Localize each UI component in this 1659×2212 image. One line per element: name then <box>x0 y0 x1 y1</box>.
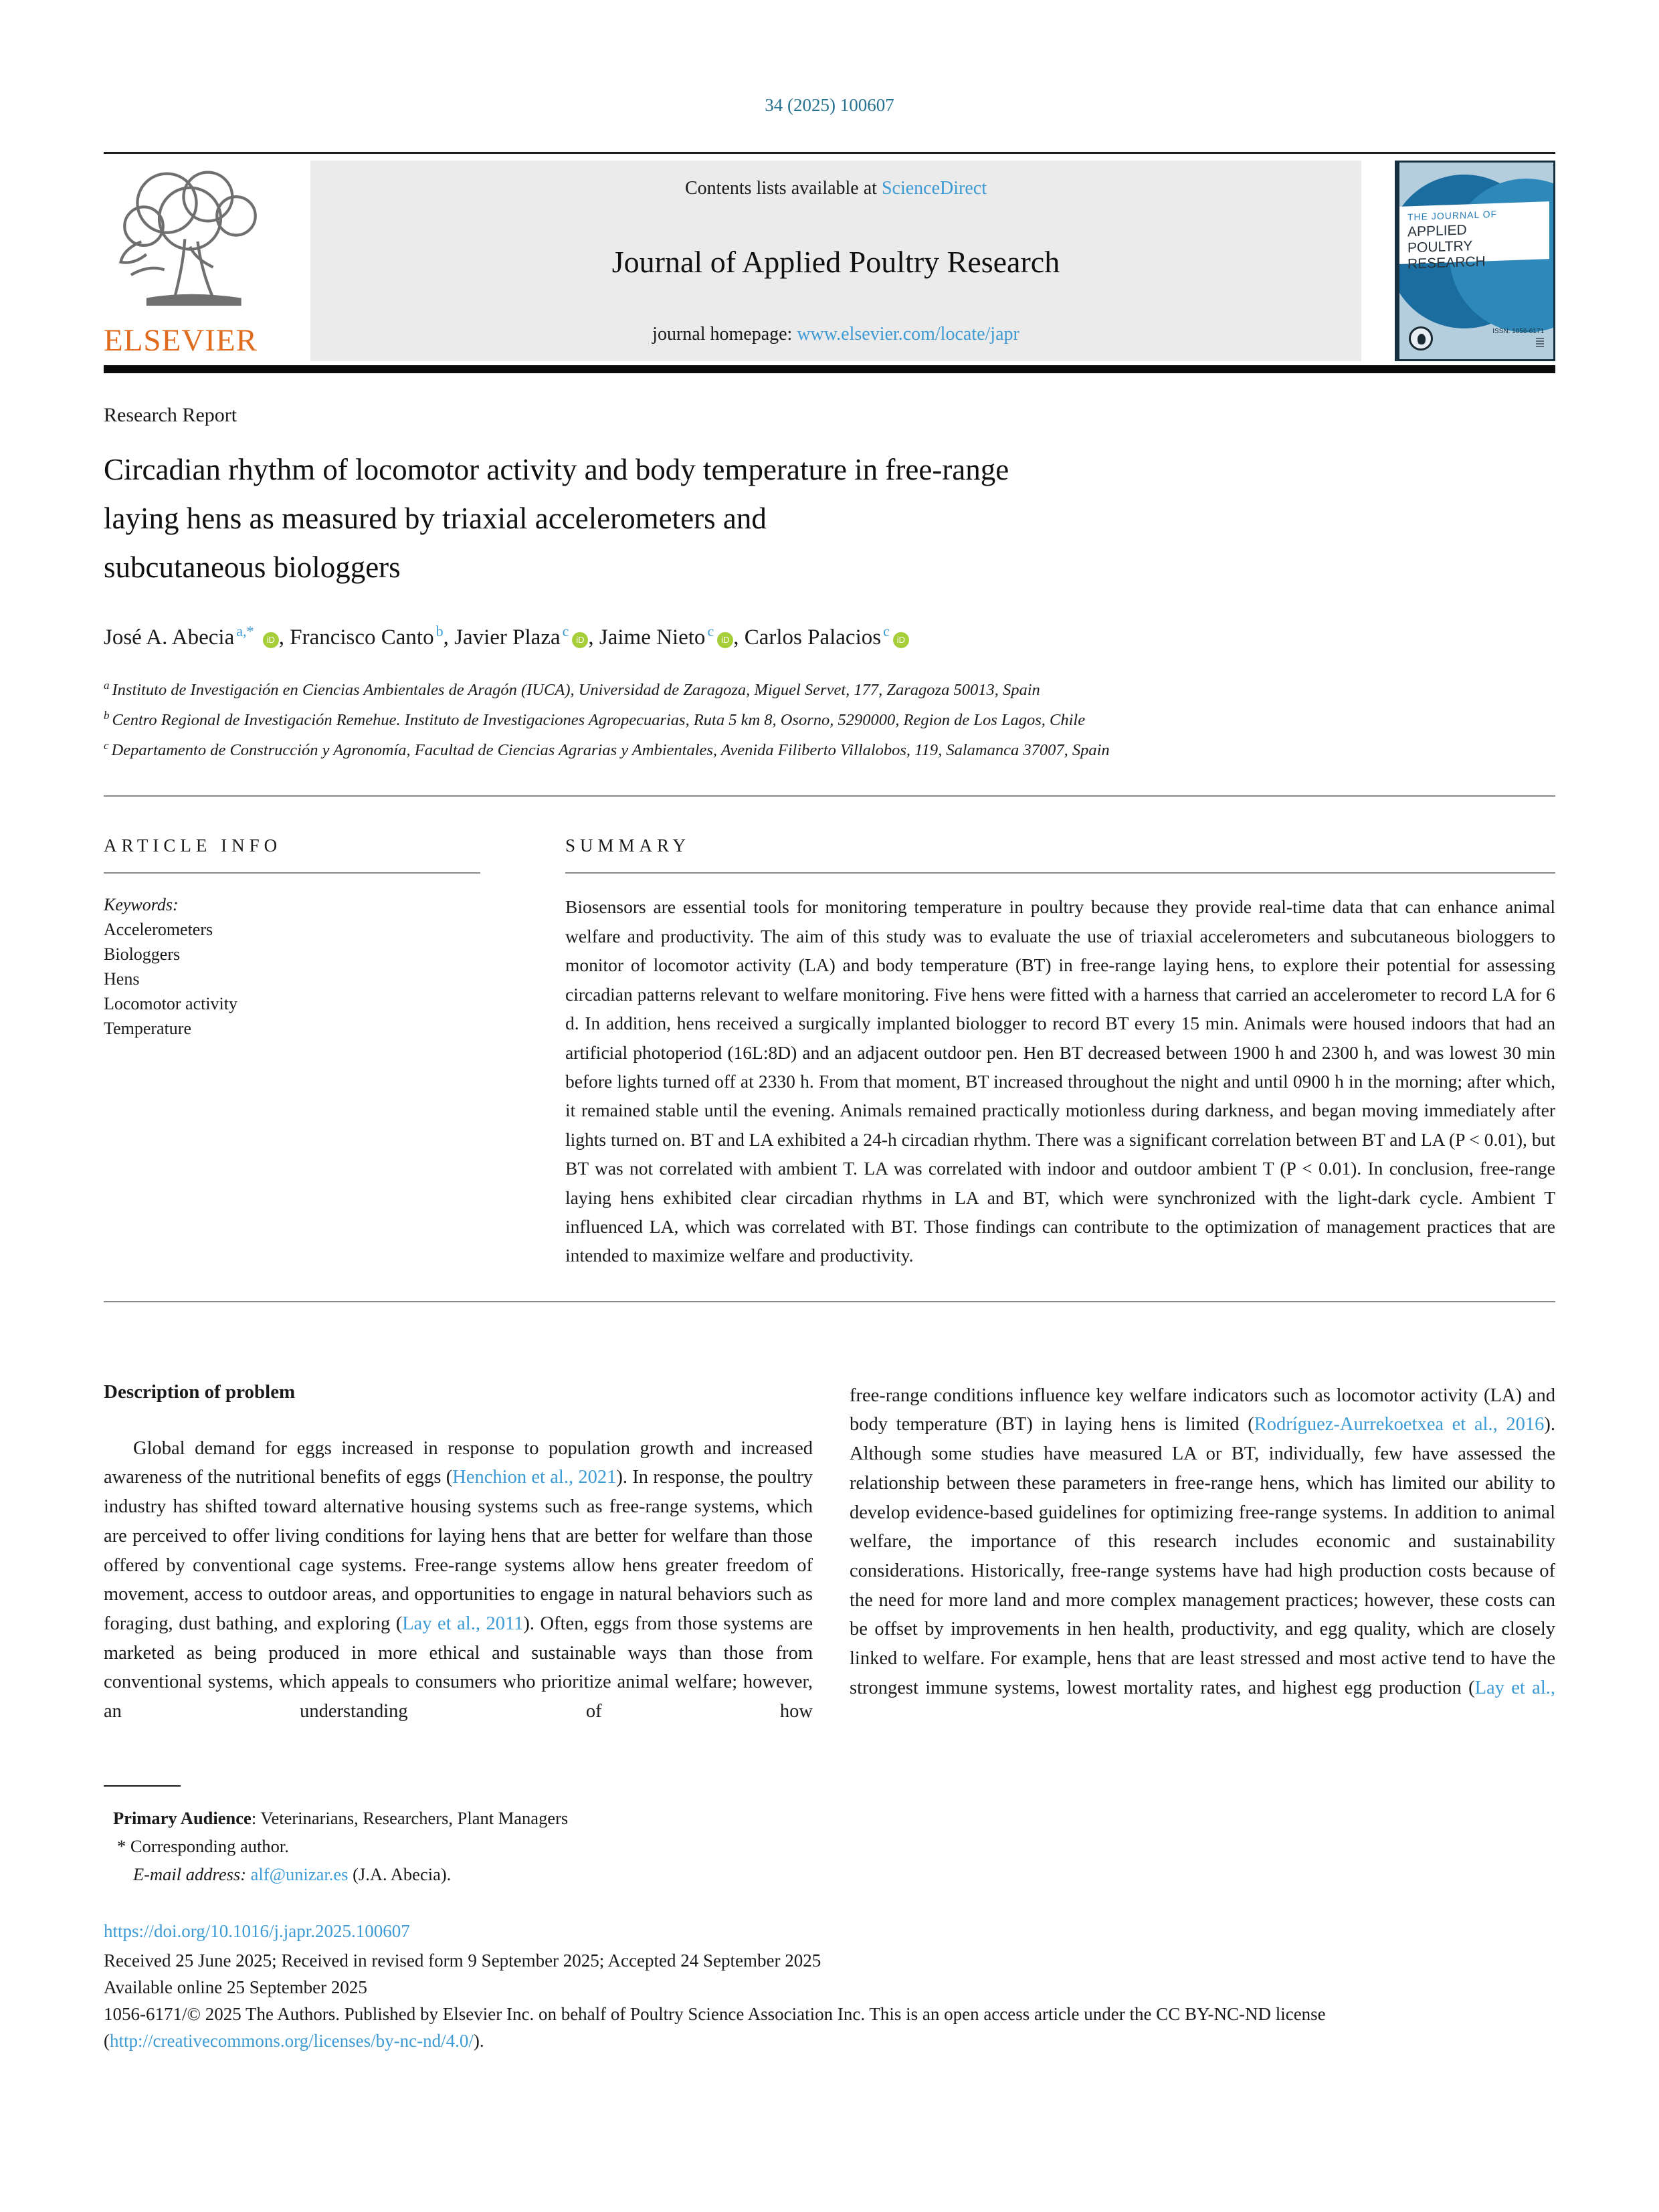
footnote-rule <box>104 1785 181 1787</box>
text-segment: Jaime Nieto <box>599 625 706 649</box>
text-segment: Centro Regional de Investigación Remehue. Instituto de Investigaciones Agropecuarias, Ruta 5 km 8, Osorno, 5290000, Region de Los Lagos, Chile <box>112 711 1086 730</box>
cover-title-line1: APPLIED <box>1407 222 1467 240</box>
contents-line <box>685 178 987 199</box>
text-segment: ). <box>473 2030 484 2051</box>
keyword: Locomotor activity <box>104 994 238 1014</box>
text-segment: a,* <box>236 623 254 639</box>
text-segment: , <box>443 625 455 649</box>
summary-rule <box>565 872 1555 874</box>
text-segment: José A. Abecia <box>104 625 235 649</box>
text-segment: Primary Audience <box>113 1807 252 1828</box>
header-divider-bar <box>104 365 1555 373</box>
received-dates: Received 25 June 2025; Received in revised form 9 September 2025; Accepted 24 September 2025 <box>104 1950 821 1971</box>
corresponding-author-note: * Corresponding author. <box>117 1835 289 1856</box>
keyword: Biologgers <box>104 944 181 965</box>
elsevier-wordmark: ELSEVIER <box>104 323 258 358</box>
text-segment: Carlos Palacios <box>744 625 882 649</box>
orcid-icon: iD <box>717 632 733 648</box>
text-segment: Departamento de Construcción y Agronomía, Facultad de Ciencias Agrarias y Ambientales, Avenida Filiberto Villalobos, 119, Salamanca 37007, Spain <box>111 741 1110 760</box>
article-title-line: Circadian rhythm of locomotor activity and body temperature in free-range <box>104 453 1009 486</box>
author-list <box>104 623 1555 650</box>
footnotes-block <box>104 1785 1555 1888</box>
journal-cover-thumbnail[interactable] <box>1395 161 1555 361</box>
journal-title: Journal of Applied Poultry Research <box>611 244 1060 279</box>
license-link[interactable]: http://creativecommons.org/licenses/by-nc-nd/4.0/ <box>110 2030 474 2051</box>
article-footer <box>104 1918 1555 2054</box>
article-info-column <box>104 835 480 1270</box>
homepage-line <box>652 324 1019 345</box>
article-title-line: subcutaneous biologgers <box>104 550 401 584</box>
email-note <box>104 1860 1555 1888</box>
text-segment: a <box>104 679 110 692</box>
text-segment <box>254 625 259 649</box>
body-right-column <box>850 1381 1555 1726</box>
journal-banner <box>310 161 1361 361</box>
primary-audience-note <box>104 1804 1555 1832</box>
text-segment: : Veterinarians, Researchers, Plant Managers <box>251 1807 569 1828</box>
cover-title-line2: POULTRY RESEARCH <box>1407 238 1486 272</box>
abstract-text: Biosensors are essential tools for monitoring temperature in poultry because they provide real-time data that can enhance animal welfare and productivity. The aim of this study was to evaluate the use of triaxial accelerometers and subcutaneous biologgers to monitor of locomotor activity (LA) and body temperature (BT) in free-range laying hens, to explore their potential for assessing circadian patterns relevant to welfare monitoring. Five hens were fitted with a harness that carried an accelerometer to record LA for 6 d. In addition, hens received a surgically implanted biologger to record BT every 15 min. Animals were housed indoors that had an artificial photoperiod (16L:8D) and an adjacent outdoor pen. Hen BT decreased between 1900 h and 2300 h, and was lowest 30 min before lights turned off at 2330 h. From that moment, BT increased throughout the night and until 0900 h in the morning; after which, it remained stable until the evening. Animals remained practically motionless during darkness, and began moving immediately after lights turned on. BT and LA exhibited a 24-h circadian rhythm. There was a significant correlation between BT and LA (P < 0.01), but BT was not correlated with ambient T. LA was correlated with indoor and outdoor ambient T (P < 0.01). In conclusion, free-range laying hens exhibited clear circadian rhythms in LA and BT, which were synchronized with the light-dark cycle. Ambient T influenced LA, which was correlated with BT. Those findings can contribute to the optimization of management practices that are intended to maximize welfare and productivity. <box>565 896 1555 1266</box>
body-left-column <box>104 1381 813 1726</box>
text-segment: Instituto de Investigación en Ciencias Ambientales de Aragón (IUCA), Universidad de Zaragoza, Miguel Servet, 177, Zaragoza 50013, Spain <box>112 681 1040 700</box>
citation-link-lay-2011[interactable]: Lay et al., 2011 <box>402 1613 524 1634</box>
text-segment: c <box>707 623 714 639</box>
text-segment: ). Often, eggs from those systems are marketed as being produced in more ethical and sustainable ways than those from conventional systems, which appeals to consumers who prioritize animal welfare; however, an understanding of how <box>104 1613 813 1722</box>
text-segment: b <box>104 709 110 722</box>
affiliation-b <box>104 703 1555 733</box>
text-segment: c <box>883 623 890 639</box>
doi-line <box>104 1918 1555 1944</box>
body-paragraph <box>104 1434 813 1726</box>
orcid-icon: iD <box>572 632 588 648</box>
affiliation-a <box>104 673 1555 703</box>
issue-citation: 34 (2025) 100607 <box>765 95 894 115</box>
summary-column <box>565 835 1555 1270</box>
text-segment: Global demand for eggs increased in response to population growth and increased awareness of the nutritional benefits of eggs ( <box>104 1437 813 1488</box>
article-type-label: Research Report <box>104 404 237 426</box>
citation-link-rodriguez-2016[interactable]: Rodríguez-Aurrekoetxea et al., 2016 <box>1254 1414 1545 1435</box>
keywords-label: Keywords: <box>104 895 179 915</box>
journal-homepage-link[interactable]: www.elsevier.com/locate/japr <box>797 324 1019 344</box>
text-segment: free-range conditions influence key welfare indicators such as locomotor activity (LA) and body temperature (BT) in laying hens is limited ( <box>850 1385 1555 1435</box>
text-segment: Contents lists available at <box>685 178 882 199</box>
text-segment: journal homepage: <box>652 324 797 344</box>
email-link[interactable]: alf@unizar.es <box>250 1864 349 1884</box>
citation-link-lay-cont[interactable]: Lay et al., <box>1474 1677 1556 1698</box>
body-paragraph <box>850 1381 1555 1703</box>
text-segment: ). Although some studies have measured LA or BT, individually, few have assessed the relationship between these parameters in free-range hens, which has limited our ability to develop evidence-based guidelines for optimizing free-range systems. In addition to animal welfare, the importance of this research includes economic and sustainability considerations. Historically, free-range systems have had high production costs because of the need for more land and more complex management practices; however, these costs can be offset by improvements in hen health, productivity, and egg quality, which are closely linked to welfare. For example, hens that are least stressed and most active tend to have the strongest immune systems, lowest mortality rates, and highest egg production ( <box>850 1414 1555 1698</box>
doi-link[interactable]: https://doi.org/10.1016/j.japr.2025.100607 <box>104 1920 410 1941</box>
text-segment: b <box>435 623 444 639</box>
article-title <box>104 445 1555 592</box>
elsevier-tree-icon <box>106 167 274 321</box>
text-segment: (J.A. Abecia). <box>348 1864 452 1884</box>
text-segment: ). In response, the poultry industry has shifted toward alternative housing systems such as free-range systems, which are perceived to offer living conditions for laying hens that are better for welfare than those offered by conventional cage systems. Free-range systems allow hens greater freedom of movement, access to outdoor areas, and opportunities to engage in natural behaviors such as foraging, dust bathing, and exploring ( <box>104 1467 813 1634</box>
section-divider <box>104 1301 1555 1302</box>
keyword: Accelerometers <box>104 920 213 940</box>
orcid-icon: iD <box>263 632 279 648</box>
text-segment: , <box>588 625 599 649</box>
summary-heading: SUMMARY <box>565 835 691 856</box>
article-info-summary-section <box>104 797 1555 1270</box>
text-segment: c <box>562 623 569 639</box>
affiliation-c <box>104 733 1555 763</box>
keyword: Temperature <box>104 1019 191 1039</box>
text-segment: , <box>733 625 745 649</box>
text-segment: E-mail address: <box>133 1864 251 1884</box>
cover-kicker: THE JOURNAL OF <box>1407 208 1498 223</box>
sciencedirect-link[interactable]: ScienceDirect <box>881 178 987 199</box>
article-info-rule <box>104 872 480 874</box>
text-segment: Francisco Canto <box>290 625 434 649</box>
keyword: Hens <box>104 969 140 989</box>
article-info-heading: ARTICLE INFO <box>104 835 282 856</box>
article-title-line: laying hens as measured by triaxial accelerometers and <box>104 502 767 535</box>
available-online: Available online 25 September 2025 <box>104 1977 367 1997</box>
cover-title-band <box>1399 201 1549 272</box>
journal-header <box>104 152 1555 361</box>
cover-issn: ISSN: 1056-6171 <box>1492 327 1544 335</box>
poultry-science-emblem-icon <box>1409 326 1433 350</box>
text-segment: c <box>104 739 109 752</box>
article-body <box>104 1381 1555 1726</box>
citation-link-henchion-2021[interactable]: Henchion et al., 2021 <box>452 1467 617 1488</box>
orcid-icon: iD <box>893 632 909 648</box>
text-segment: 1056-6171/© 2025 The Authors. Published by Elsevier Inc. on behalf of Poultry Science Association Inc. This is an open access article under the CC BY-NC-ND license ( <box>104 2003 1326 2051</box>
text-segment: Javier Plaza <box>454 625 561 649</box>
copyright-line <box>104 2001 1555 2054</box>
text-segment: , <box>278 625 290 649</box>
section-heading-description-of-problem: Description of problem <box>104 1381 296 1403</box>
elsevier-logo[interactable] <box>104 161 310 361</box>
affiliations <box>104 673 1555 763</box>
elsevier-mini-logo-icon <box>1536 338 1544 347</box>
